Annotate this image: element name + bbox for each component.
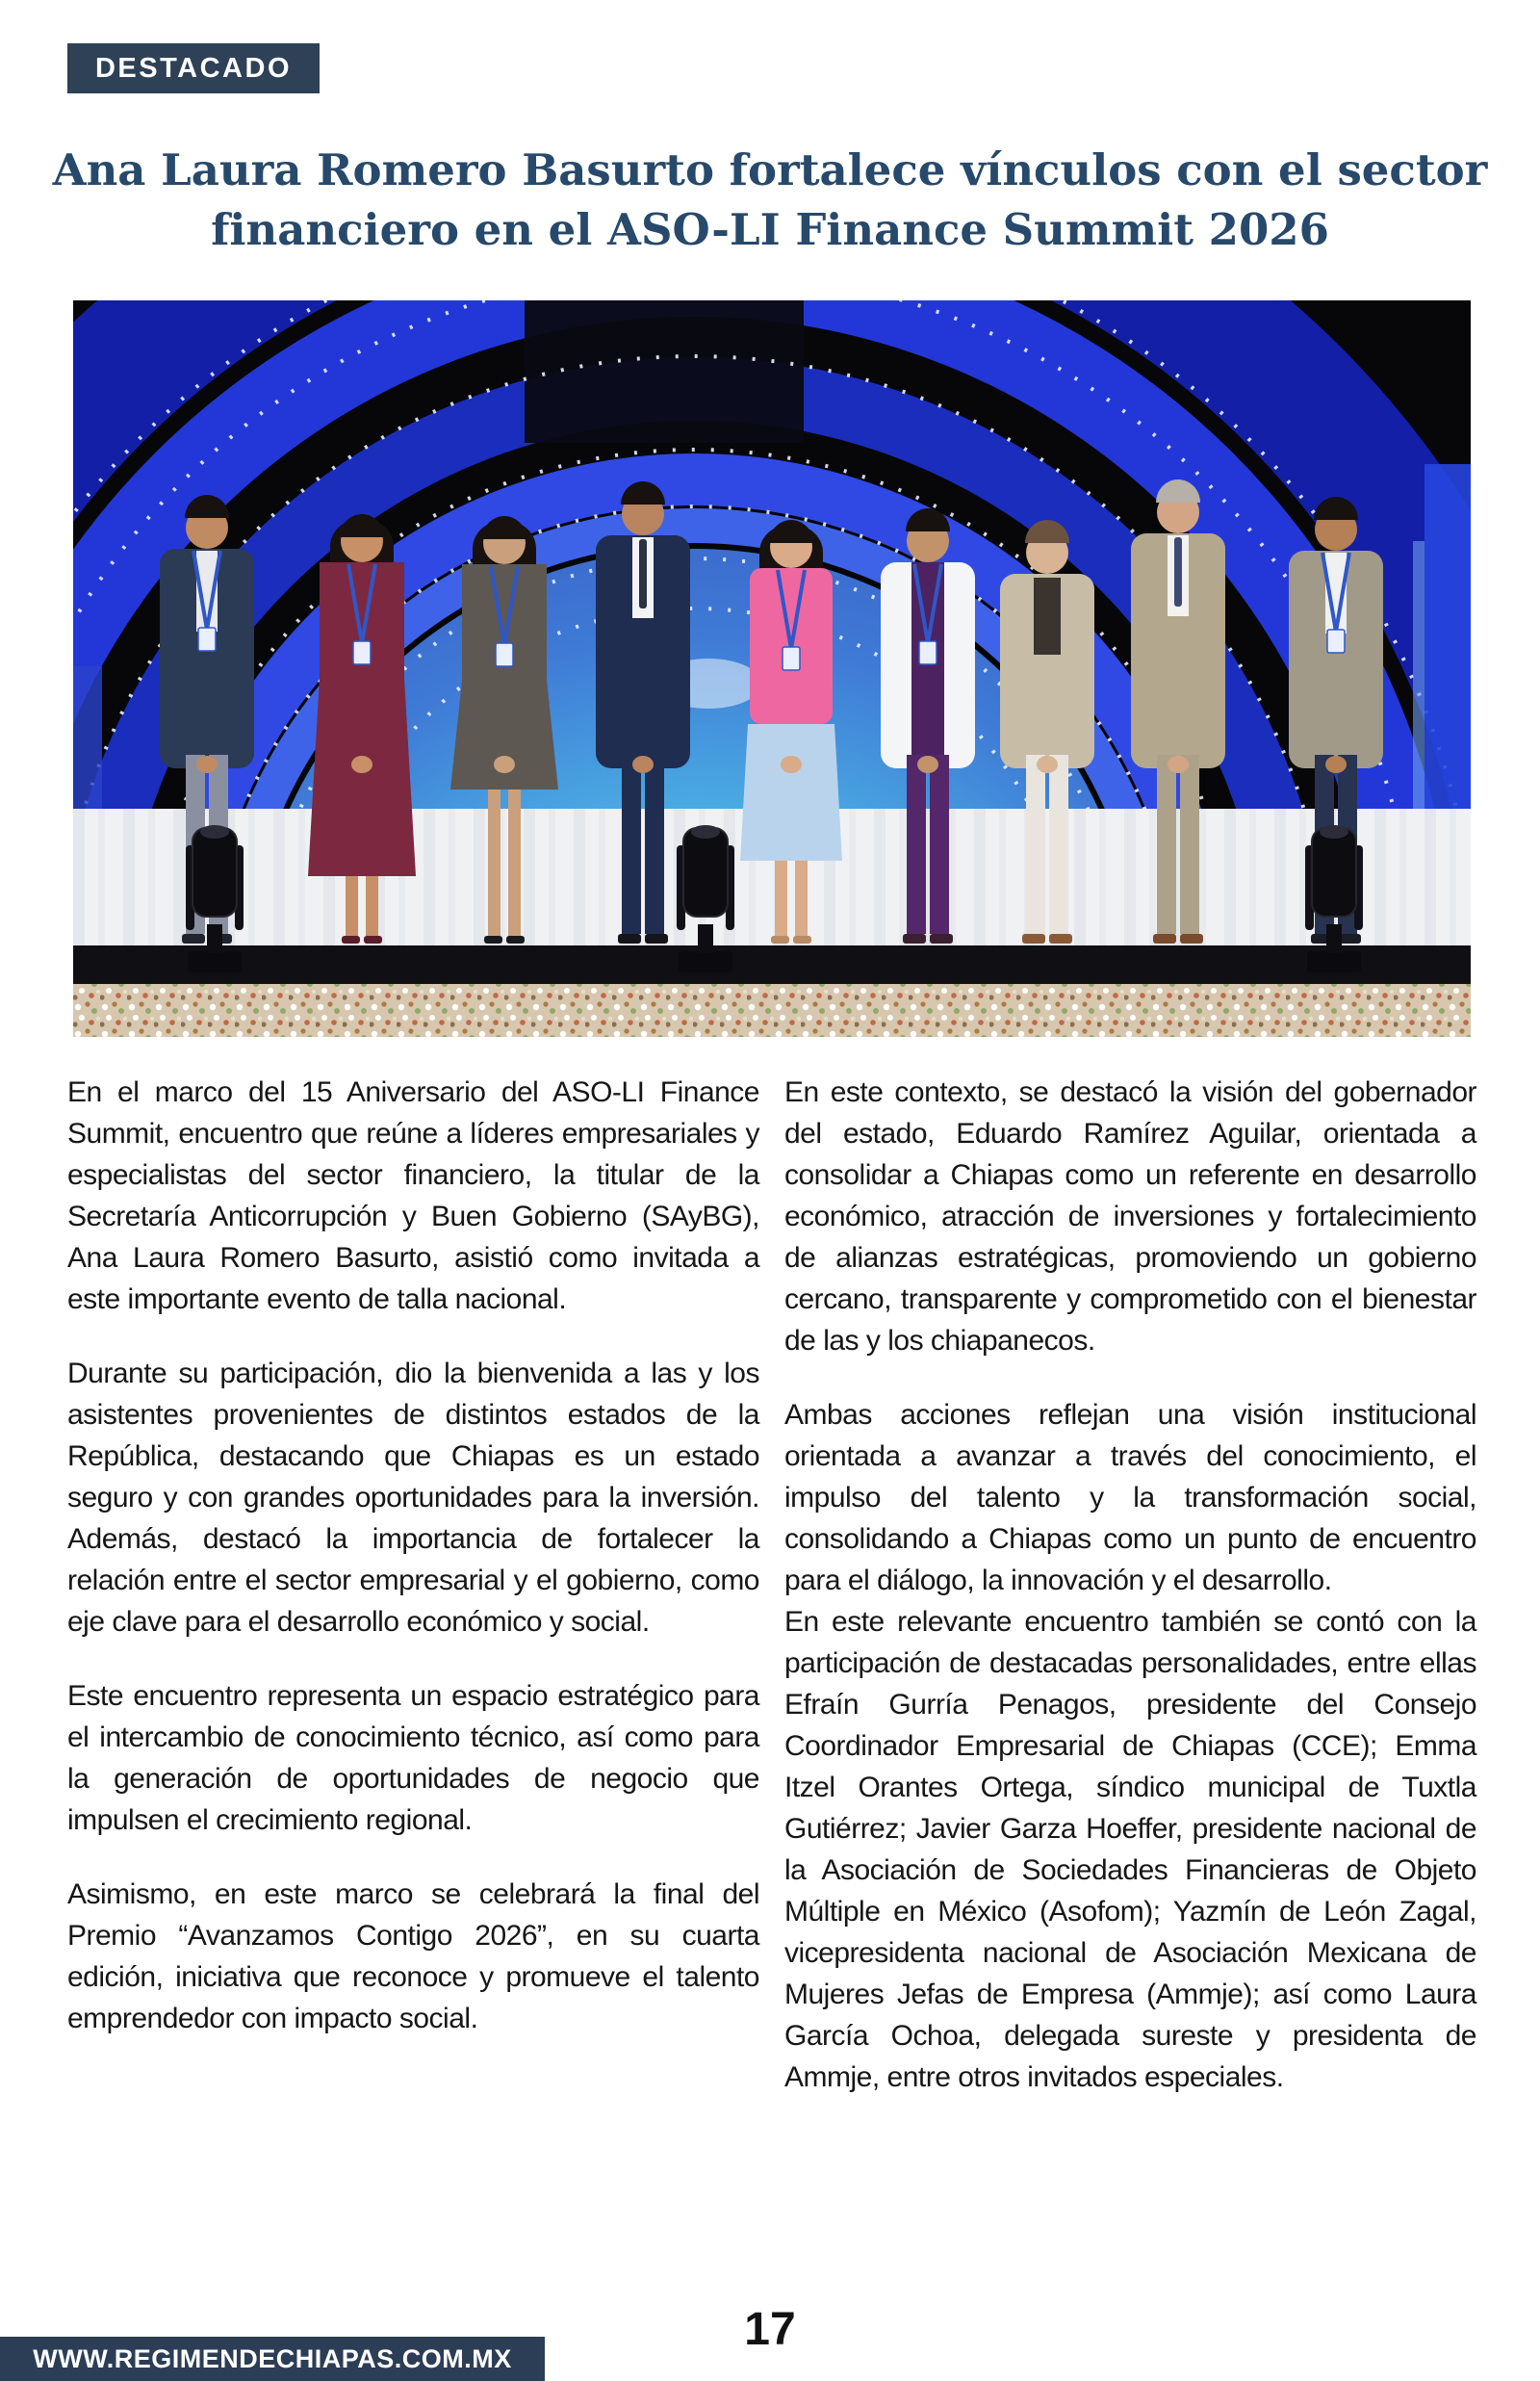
website-url: WWW.REGIMENDECHIAPAS.COM.MX [33, 2343, 512, 2373]
article-column-left [67, 1072, 759, 2098]
article-paragraph: Durante su participación, dio la bienvenida a las y los asistentes provenientes de distintos estados de la República, destacando que Chiapas es un estado seguro y con grandes oportunidades para la inversión. Además, destacó la importancia de fortalecer la relación entre el sector empresarial y el gobierno, como eje clave para el desarrollo económico y social. [67, 1358, 759, 1638]
article-column-right [784, 1072, 1476, 2098]
article-title [0, 141, 1540, 260]
section-badge [67, 43, 320, 93]
event-photo [73, 300, 1471, 1037]
article-paragraph: Ambas acciones reflejan una visión institucional orientada a avanzar a través del conocimiento, el impulso del talento y la transformación social, consolidando a Chiapas como un punto de encuentro para el diálogo, la innovación y el desarrollo. [784, 1399, 1476, 1596]
article-paragraph: En el marco del 15 Aniversario del ASO-LI Finance Summit, encuentro que reúne a líderes empresariales y especialistas del sector financiero, la titular de la Secretaría Anticorrupción y Buen Gobierno (SAyBG), Ana Laura Romero Basurto, asistió como invitada a este importante evento de talla nacional. [67, 1076, 759, 1315]
website-bar [0, 2337, 545, 2381]
section-badge-label: DESTACADO [94, 52, 293, 84]
article-paragraph: Este encuentro representa un espacio estratégico para el intercambio de conocimiento técnico, así como para la generación de oportunidades de negocio que impulsen el crecimiento regional. [67, 1680, 759, 1836]
event-photo-illustration [73, 300, 1471, 1037]
article-paragraph: En este relevante encuentro también se contó con la participación de destacadas personalidades, entre ellas Efraín Gurría Penagos, presidente del Consejo Coordinador Empresarial de Chiapas (CCE); Emma Itzel Orantes Ortega, síndico municipal de Tuxtla Gutiérrez; Javier Garza Hoeffer, presidente nacional de la Asociación de Sociedades Financieras de Objeto Múltiple en México (Asofom); Yazmín de León Zagal, vicepresidenta nacional de Asociación Mexicana de Mujeres Jefas de Empresa (Ammje); así como Laura García Ochoa, delegada sureste y presidenta de Ammje, entre otros invitados especiales. [784, 1606, 1476, 2093]
article-paragraph: En este contexto, se destacó la visión del gobernador del estado, Eduardo Ramírez Aguilar, orientada a consolidar a Chiapas como un referente en desarrollo económico, atracción de inversiones y fortalecimiento de alianzas estratégicas, promoviendo un gobierno cercano, transparente y comprometido con el bienestar de las y los chiapanecos. [784, 1076, 1476, 1357]
article-paragraph: Asimismo, en este marco se celebrará la final del Premio “Avanzamos Contigo 2026”, en su cuarta edición, iniciativa que reconoce y promueve el talento emprendedor con impacto social. [67, 1878, 759, 2034]
page-number: 17 [744, 2304, 796, 2355]
article-body [67, 1072, 1476, 2098]
article-title-line-2: financiero en el ASO-LI Finance Summit 2026 [211, 204, 1329, 255]
article-title-line-1: Ana Laura Romero Basurto fortalece vínculos con el sector [52, 144, 1488, 195]
